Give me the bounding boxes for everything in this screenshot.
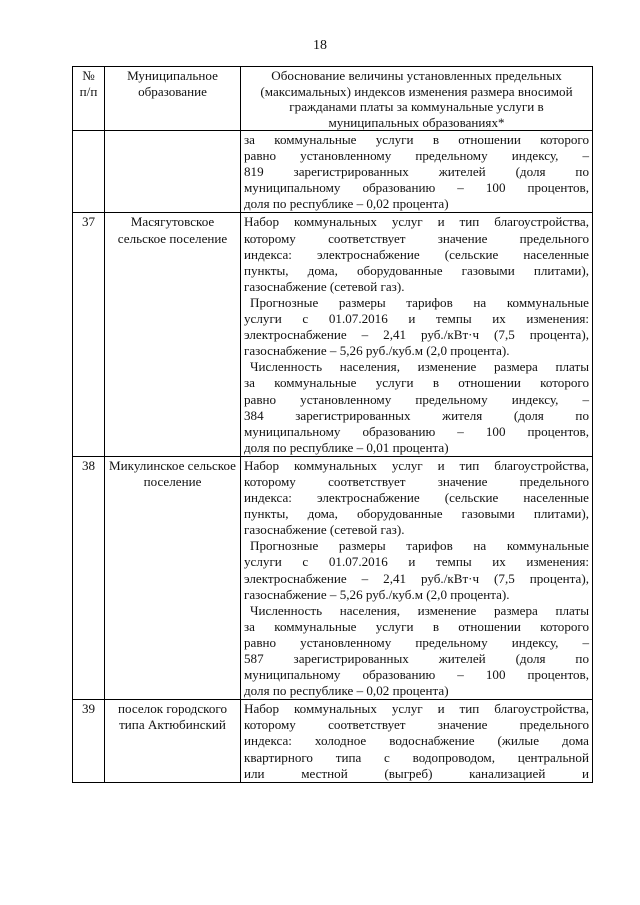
row-justification-cell bbox=[241, 131, 593, 213]
text-line: 819 зарегистрированных жителей (доля по bbox=[244, 164, 589, 180]
text-line: доля по республике – 0,02 процента) bbox=[244, 683, 449, 699]
text-line: Прогнозные размеры тарифов на коммунальные bbox=[250, 538, 589, 554]
text-line: газоснабжение (сетевой газ). bbox=[244, 522, 405, 538]
text-line: Прогнозные размеры тарифов на коммунальные bbox=[250, 294, 589, 310]
text-line: газоснабжение – 5,26 руб./куб.м (2,0 процента). bbox=[244, 343, 510, 359]
text-line: за коммунальные услуги в отношении которого bbox=[244, 132, 589, 147]
text-line: Набор коммунальных услуг и тип благоустройства, bbox=[244, 701, 589, 717]
row-num-cell bbox=[73, 131, 105, 213]
text-line: муниципальному образованию – 100 процентов, bbox=[244, 423, 589, 439]
row-justification-cell bbox=[241, 213, 593, 456]
row-justification-cell bbox=[241, 456, 593, 699]
text-line: квартирного типа с водопроводом, центральной bbox=[244, 749, 589, 765]
text-line: Численность населения, изменение размера платы bbox=[250, 602, 589, 618]
text-line: Набор коммунальных услуг и тип благоустройства, bbox=[244, 457, 589, 473]
text-line: которому соответствует значение предельного bbox=[244, 230, 589, 246]
justification-table bbox=[72, 66, 593, 783]
text-line: равно установленному предельному индексу, – bbox=[244, 391, 589, 407]
text-line: которому соответствует значение предельного bbox=[244, 473, 589, 489]
row-municipality-cell bbox=[105, 131, 241, 213]
text-line: услуги с 01.07.2016 и темпы их изменения: bbox=[244, 311, 589, 327]
table-row-39 bbox=[73, 700, 593, 782]
text-line: равно установленному предельному индексу, – bbox=[244, 148, 589, 164]
text-line: индекса: электроснабжение (сельские населенные bbox=[244, 490, 589, 506]
header-num: № п/п bbox=[73, 67, 105, 131]
row-municipality: поселок городского типа Актюбинский bbox=[105, 700, 241, 782]
header-justification: Обоснование величины установленных предельных (максимальных) индексов изменения размера вносимой гражданами платы за коммунальные услуги в муниципальных образованиях* bbox=[241, 67, 593, 131]
text-line: электроснабжение – 2,41 руб./кВт·ч (7,5 процента), bbox=[244, 327, 589, 343]
row-num: 38 bbox=[73, 456, 105, 699]
text-line: пункты, дома, оборудованные газовыми плитами), bbox=[244, 506, 589, 522]
text-line: доля по республике – 0,02 процента) bbox=[244, 196, 449, 212]
table-row-38 bbox=[73, 456, 593, 699]
row-municipality: Микулинское сельское поселение bbox=[105, 456, 241, 699]
text-line: 587 зарегистрированных жителей (доля по bbox=[244, 651, 589, 666]
text-line: индекса: электроснабжение (сельские населенные bbox=[244, 246, 589, 262]
text-line: муниципальному образованию – 100 процентов, bbox=[244, 180, 589, 196]
text-line: которому соответствует значение предельного bbox=[244, 717, 589, 733]
text-line: Набор коммунальных услуг и тип благоустройства, bbox=[244, 214, 589, 230]
text-line: электроснабжение – 2,41 руб./кВт·ч (7,5 процента), bbox=[244, 570, 589, 586]
text-line: доля по республике – 0,01 процента) bbox=[244, 439, 449, 455]
row-num: 37 bbox=[73, 213, 105, 456]
row-justification-cell bbox=[241, 700, 593, 782]
text-line: за коммунальные услуги в отношении которого bbox=[244, 618, 589, 634]
header-municipality: Муниципальное образование bbox=[105, 67, 241, 131]
text-line: услуги с 01.07.2016 и темпы их изменения: bbox=[244, 554, 589, 570]
text-line: за коммунальные услуги в отношении которого bbox=[244, 375, 589, 391]
text-line: равно установленному предельному индексу, – bbox=[244, 634, 589, 650]
text-line: пункты, дома, оборудованные газовыми плитами), bbox=[244, 262, 589, 278]
text-line: муниципальному образованию – 100 процентов, bbox=[244, 667, 589, 683]
text-line: 384 зарегистрированных жителя (доля по bbox=[244, 407, 589, 423]
row-municipality: Масягутовское сельское поселение bbox=[105, 213, 241, 456]
table-row-continuation bbox=[73, 131, 593, 213]
row-num: 39 bbox=[73, 700, 105, 782]
text-line: газоснабжение (сетевой газ). bbox=[244, 278, 405, 294]
text-line: или местной (выгреб) канализацией и bbox=[244, 765, 589, 781]
table-header-row bbox=[73, 67, 593, 131]
text-line: Численность населения, изменение размера платы bbox=[250, 359, 589, 375]
text-line: индекса: холодное водоснабжение (жилые дома bbox=[244, 733, 589, 749]
table-row-37 bbox=[73, 213, 593, 456]
text-line: газоснабжение – 5,26 руб./куб.м (2,0 процента). bbox=[244, 586, 510, 602]
page-number: 18 bbox=[313, 38, 327, 53]
